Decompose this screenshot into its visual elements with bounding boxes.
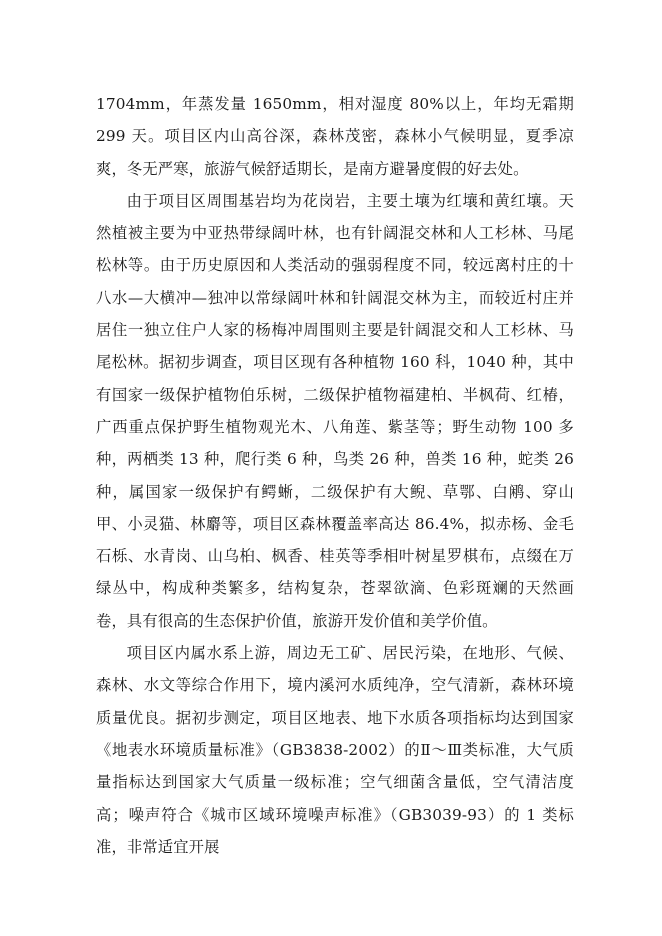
paragraph-environment-quality: 项目区内属水系上游，周边无工矿、居民污染，在地形、气候、森林、水文等综合作用下，境内溪河水质纯净，空气清新，森林环境质量优良。据初步测定，项目区地表、地下水质各项指标均达到国家《地表水环境质量标准》（GB3838-2002）的Ⅱ～Ⅲ类标准，大气质量指标达到国家大气质量一级标准；空气细菌含量低，空气清洁度高；噪声符合《城市区域环境噪声标准》（GB3039-93）的 1 类标准，非常适宜开展 [96,644,574,856]
body-text [96,88,574,863]
paragraph-climate: 1704mm，年蒸发量 1650mm，相对湿度 80%以上，年均无霜期 299 天。项目区内山高谷深，森林茂密，森林小气候明显，夏季凉爽，冬无严寒，旅游气候舒适期长，是南方避暑度假的好去处。 [96,95,574,178]
paragraph-vegetation-wildlife: 由于项目区周围基岩均为花岗岩，主要土壤为红壤和黄红壤。天然植被主要为中亚热带绿阔叶林，也有针阔混交林和人工杉林、马尾松林等。由于历史原因和人类活动的强弱程度不同，较远离村庄的十八水—大横冲—独冲以常绿阔叶林和针阔混交林为主，而较近村庄并居住一独立住户人家的杨梅冲周围则主要是针阔混交和人工杉林、马尾松林。据初步调查，项目区现有各种植物 160 科，1040 种，其中有国家一级保护植物伯乐树，二级保护植物福建柏、半枫荷、红椿，广西重点保护野生植物观光木、八角莲、紫茎等；野生动物 100 多种，两栖类 13 种，爬行类 6 种，鸟类 26 种，兽类 16 种，蛇类 26 种，属国家一级保护有鳄蜥，二级保护有大鲵、草鄂、白鹇、穿山甲、小灵猫、林麝等，项目区森林覆盖率高达 86.4%，拟赤杨、金毛石栎、水青岗、山乌桕、枫香、桂英等季相叶树星罗棋布，点缀在万绿丛中，构成种类繁多，结构复杂，苍翠欲滴、色彩斑斓的天然画卷，具有很高的生态保护价值，旅游开发价值和美学价值。 [96,191,574,630]
